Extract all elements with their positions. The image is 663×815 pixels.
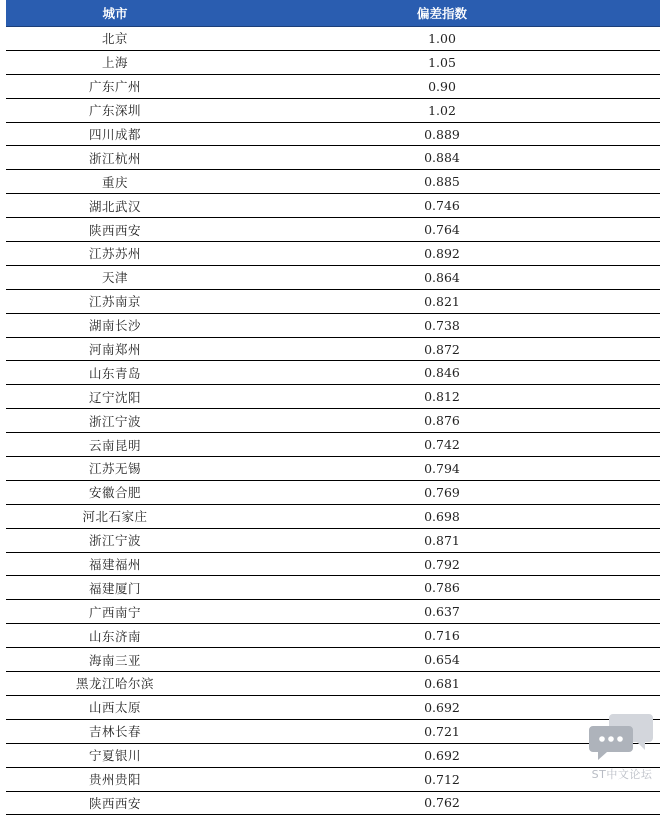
table-row <box>6 146 660 170</box>
table-row <box>6 743 660 767</box>
city-cell: 广西南宁 <box>6 600 224 624</box>
table-row <box>6 504 660 528</box>
table-row <box>6 600 660 624</box>
table-row <box>6 337 660 361</box>
table-row <box>6 528 660 552</box>
index-cell: 0.892 <box>224 242 660 266</box>
city-cell: 江苏苏州 <box>6 242 224 266</box>
city-cell: 河北石家庄 <box>6 504 224 528</box>
index-cell: 1.00 <box>224 27 660 51</box>
city-cell: 湖南长沙 <box>6 313 224 337</box>
table-row <box>6 218 660 242</box>
data-table-container <box>6 0 660 815</box>
table-row <box>6 552 660 576</box>
index-cell: 0.738 <box>224 313 660 337</box>
index-cell: 0.821 <box>224 289 660 313</box>
table-row <box>6 672 660 696</box>
city-cell: 北京 <box>6 27 224 51</box>
city-cell: 海南三亚 <box>6 648 224 672</box>
city-cell: 浙江宁波 <box>6 528 224 552</box>
index-cell: 0.885 <box>224 170 660 194</box>
index-cell: 0.786 <box>224 576 660 600</box>
table-row <box>6 767 660 791</box>
index-cell: 0.721 <box>224 719 660 743</box>
city-cell: 山西太原 <box>6 695 224 719</box>
index-cell: 0.864 <box>224 265 660 289</box>
table-row <box>6 170 660 194</box>
city-cell: 浙江杭州 <box>6 146 224 170</box>
index-cell: 1.02 <box>224 98 660 122</box>
table-row <box>6 265 660 289</box>
index-cell: 0.792 <box>224 552 660 576</box>
index-cell: 0.872 <box>224 337 660 361</box>
index-cell: 0.746 <box>224 194 660 218</box>
table-row <box>6 433 660 457</box>
index-cell: 0.654 <box>224 648 660 672</box>
table-row <box>6 457 660 481</box>
city-cell: 广东广州 <box>6 74 224 98</box>
index-cell: 0.716 <box>224 624 660 648</box>
table-row <box>6 480 660 504</box>
table-row <box>6 74 660 98</box>
table-row <box>6 50 660 74</box>
city-cell: 黑龙江哈尔滨 <box>6 672 224 696</box>
table-row <box>6 648 660 672</box>
table-row <box>6 385 660 409</box>
index-cell: 0.794 <box>224 457 660 481</box>
index-cell: 0.692 <box>224 743 660 767</box>
index-cell: 0.846 <box>224 361 660 385</box>
city-cell: 浙江宁波 <box>6 409 224 433</box>
table-row <box>6 27 660 51</box>
table-row <box>6 409 660 433</box>
chat-bubbles-icon <box>589 712 655 760</box>
watermark <box>587 712 657 782</box>
index-cell: 0.762 <box>224 791 660 815</box>
city-cell: 江苏无锡 <box>6 457 224 481</box>
header-row <box>6 0 660 27</box>
index-cell: 0.769 <box>224 480 660 504</box>
index-cell: 0.764 <box>224 218 660 242</box>
table-row <box>6 361 660 385</box>
table-row <box>6 719 660 743</box>
table-row <box>6 576 660 600</box>
city-cell: 贵州贵阳 <box>6 767 224 791</box>
table-row <box>6 791 660 815</box>
index-cell: 0.698 <box>224 504 660 528</box>
city-cell: 安徽合肥 <box>6 480 224 504</box>
index-cell: 1.05 <box>224 50 660 74</box>
index-cell: 0.742 <box>224 433 660 457</box>
table-row <box>6 242 660 266</box>
table-body <box>6 27 660 815</box>
city-cell: 重庆 <box>6 170 224 194</box>
city-cell: 山东青岛 <box>6 361 224 385</box>
index-cell: 0.637 <box>224 600 660 624</box>
index-cell: 0.889 <box>224 122 660 146</box>
table-row <box>6 695 660 719</box>
index-cell: 0.692 <box>224 695 660 719</box>
index-cell: 0.812 <box>224 385 660 409</box>
index-cell: 0.876 <box>224 409 660 433</box>
city-cell: 吉林长春 <box>6 719 224 743</box>
table-row <box>6 98 660 122</box>
index-cell: 0.681 <box>224 672 660 696</box>
city-cell: 河南郑州 <box>6 337 224 361</box>
city-cell: 广东深圳 <box>6 98 224 122</box>
table-row <box>6 289 660 313</box>
header-index: 偏差指数 <box>224 0 660 27</box>
city-cell: 陕西西安 <box>6 218 224 242</box>
table-row <box>6 624 660 648</box>
table-row <box>6 194 660 218</box>
table-header <box>6 0 660 27</box>
city-cell: 福建厦门 <box>6 576 224 600</box>
header-city: 城市 <box>6 0 224 27</box>
deviation-index-table <box>6 0 660 815</box>
index-cell: 0.884 <box>224 146 660 170</box>
index-cell: 0.871 <box>224 528 660 552</box>
city-cell: 江苏南京 <box>6 289 224 313</box>
city-cell: 云南昆明 <box>6 433 224 457</box>
city-cell: 宁夏银川 <box>6 743 224 767</box>
index-cell: 0.90 <box>224 74 660 98</box>
city-cell: 陕西西安 <box>6 791 224 815</box>
table-row <box>6 122 660 146</box>
city-cell: 四川成都 <box>6 122 224 146</box>
table-row <box>6 313 660 337</box>
index-cell: 0.712 <box>224 767 660 791</box>
city-cell: 上海 <box>6 50 224 74</box>
city-cell: 辽宁沈阳 <box>6 385 224 409</box>
watermark-text: ST中文论坛 <box>591 768 653 781</box>
city-cell: 山东济南 <box>6 624 224 648</box>
city-cell: 福建福州 <box>6 552 224 576</box>
city-cell: 天津 <box>6 265 224 289</box>
city-cell: 湖北武汉 <box>6 194 224 218</box>
